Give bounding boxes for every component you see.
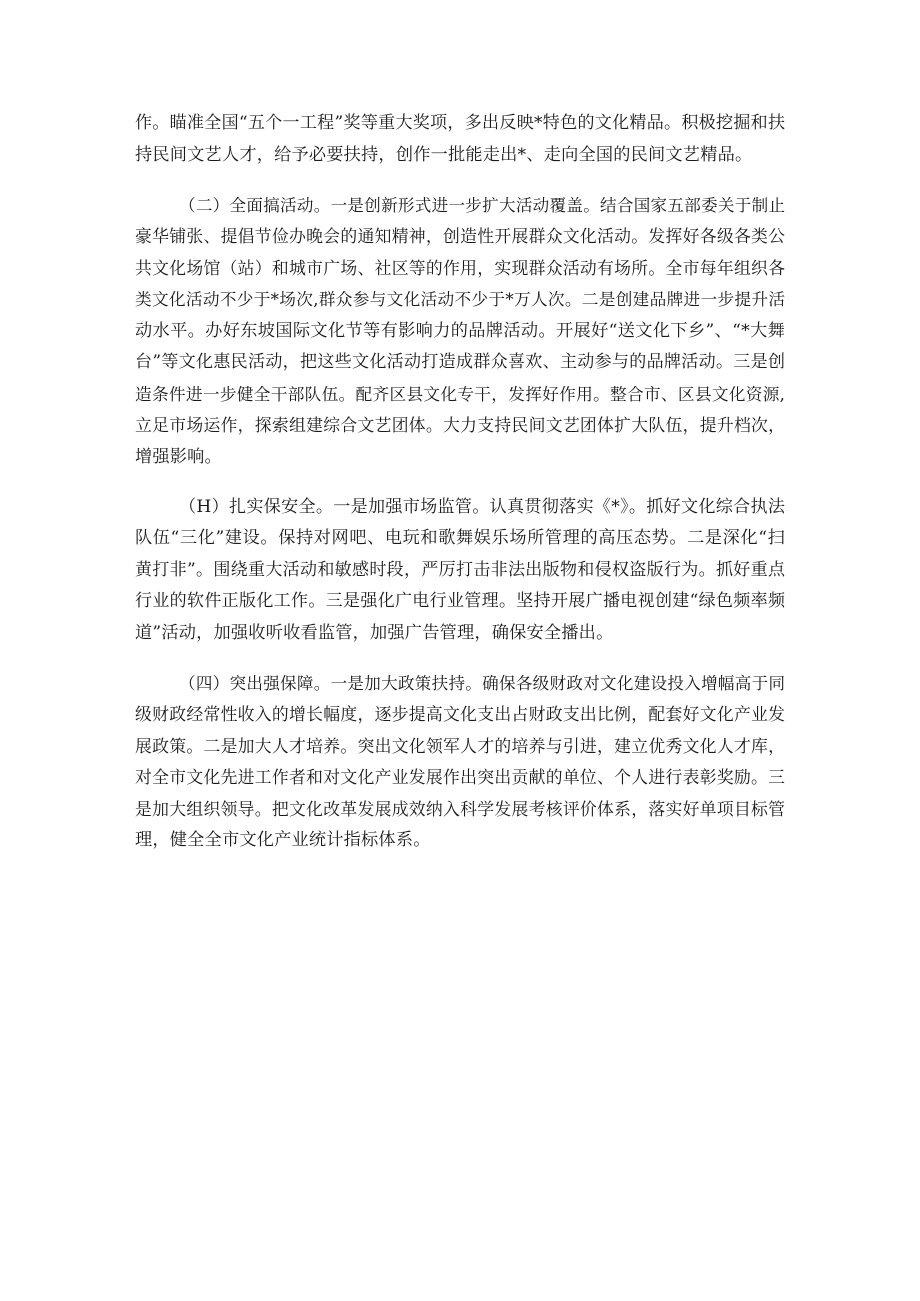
text-line: 持民间文艺人才，给予必要扶持，创作一批能走出*、走向全国的民间文艺精品。 — [135, 144, 753, 165]
document-page — [135, 108, 785, 857]
text-line: （H）扎实保安全。一是加强市场监管。认真贯彻落实《*》。抓好文化综合执法 — [179, 496, 785, 517]
text-line: 级财政经常性收入的增长幅度，逐步提高文化支出占财政支出比例，配套好文化产业发 — [135, 704, 785, 724]
text-line: 动水平。办好东坡国际文化节等有影响力的品牌活动。开展好“送文化下乡”、“*大舞 — [135, 320, 785, 341]
text-line: 作。瞄准全国“五个一工程”奖等重大奖项，多出反映*特色的文化精品。积极挖掘和扶 — [135, 113, 785, 133]
text-line: 理，健全全市文化产业统计指标体系。 — [135, 830, 431, 850]
paragraph-continuation — [135, 108, 785, 171]
paragraph-activities — [135, 190, 785, 474]
text-line: 黄打非”。围绕重大活动和敏感时段，严厉打击非法出版物和侵权盗版行为。抓好重点 — [135, 559, 785, 580]
text-line: （四）突出强保障。一是加大政策扶持。确保各级财政对文化建设投入增幅高于同 — [179, 673, 785, 693]
text-line: 豪华铺张、提倡节俭办晚会的通知精神，创造性开展群众文化活动。发挥好各级各类公 — [135, 226, 785, 246]
text-line: 类文化活动不少于*场次,群众参与文化活动不少于*万人次。二是创建品牌进一步提升活 — [135, 290, 785, 309]
text-line: 立足市场运作，探索组建综合文艺团体。大力支持民间文艺团体扩大队伍，提升档次， — [135, 415, 785, 435]
text-line: 展政策。二是加大人才培养。突出文化领军人才的培养与引进，建立优秀文化人才库， — [135, 735, 785, 756]
text-line: 道”活动，加强收听收看监管，加强广告管理，确保安全播出。 — [135, 622, 614, 643]
text-line: 增强影响。 — [135, 446, 222, 467]
text-line: 队伍“三化”建设。保持对网吧、电玩和歌舞娱乐场所管理的高压态势。二是深化“扫 — [135, 528, 785, 548]
paragraph-safety — [135, 492, 785, 650]
text-line: 共文化场馆（站）和城市广场、社区等的作用，实现群众活动有场所。全市每年组织各 — [135, 257, 785, 278]
text-line: 台”等文化惠民活动，把这些文化活动打造成群众喜欢、主动参与的品牌活动。三是创 — [135, 352, 785, 372]
text-line: 对全市文化先进工作者和对文化产业发展作出突出贡献的单位、个人进行表彰奖励。三 — [135, 767, 785, 787]
paragraph-guarantee — [135, 668, 785, 857]
text-line: （二）全面搞活动。一是创新形式进一步扩大活动覆盖。结合国家五部委关于制止 — [179, 195, 785, 215]
text-line: 是加大组织领导。把文化改革发展成效纳入科学发展考核评价体系，落实好单项目标管 — [135, 798, 785, 819]
text-line: 造条件进一步健全干部队伍。配齐区县文化专干，发挥好作用。整合市、区县文化资源, — [135, 384, 785, 404]
text-line: 行业的软件正版化工作。三是强化广电行业管理。坚持开展广播电视创建“绿色频率频 — [135, 591, 785, 611]
